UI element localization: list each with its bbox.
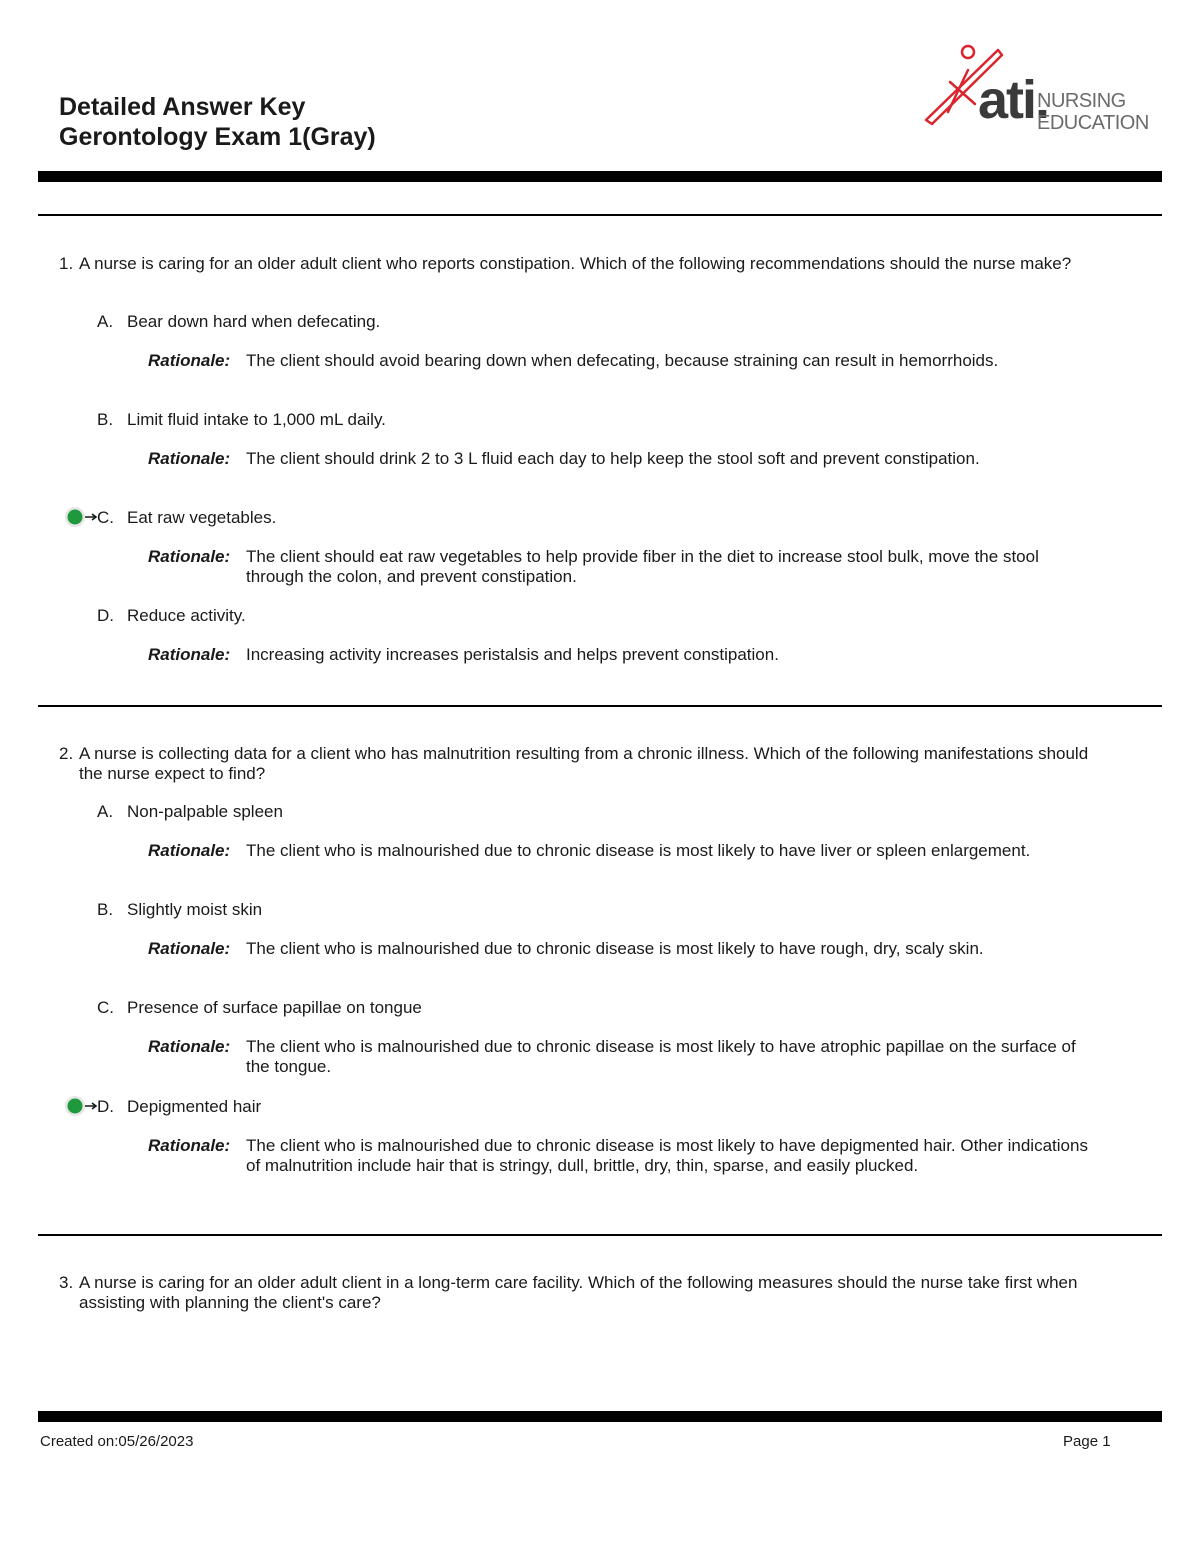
page-number: Page 1 bbox=[1063, 1433, 1111, 1450]
rationale-text: The client who is malnourished due to chronic disease is most likely to have depigmented hair. Other indications of malnutrition include hair that is stringy, dull, brittle, dry, thin, sparse, and easily plucked. bbox=[246, 1136, 1088, 1175]
option-text: Slightly moist skin bbox=[127, 900, 263, 919]
question-3 bbox=[59, 1273, 1089, 1313]
option-letter: B. bbox=[97, 900, 114, 919]
option-letter: D. bbox=[97, 1097, 114, 1116]
logo-line-education: EDUCATION bbox=[1037, 112, 1149, 134]
option-2d bbox=[97, 1097, 261, 1117]
option-2c bbox=[97, 998, 422, 1018]
option-text: Depigmented hair bbox=[127, 1097, 262, 1116]
exam-title: Gerontology Exam 1(Gray) bbox=[59, 123, 376, 151]
option-letter: C. bbox=[97, 508, 114, 527]
question-divider bbox=[38, 705, 1162, 707]
ati-logo bbox=[920, 42, 1149, 137]
rationale-label: Rationale: bbox=[148, 1136, 231, 1155]
question-text: A nurse is collecting data for a client who has malnutrition resulting from a chronic illness. Which of the following manifestations should the nurse expect to find? bbox=[79, 744, 1089, 783]
rationale-1b bbox=[148, 449, 1093, 469]
option-text: Non-palpable spleen bbox=[127, 802, 283, 821]
option-text: Reduce activity. bbox=[127, 606, 246, 625]
rationale-text: The client should avoid bearing down when defecating, because straining can result in hemorrhoids. bbox=[246, 351, 999, 370]
rationale-label: Rationale: bbox=[148, 939, 231, 958]
rationale-2b bbox=[148, 939, 1093, 959]
option-1a bbox=[97, 312, 380, 332]
rationale-label: Rationale: bbox=[148, 547, 231, 566]
option-text: Bear down hard when defecating. bbox=[127, 312, 381, 331]
option-text: Limit fluid intake to 1,000 mL daily. bbox=[127, 410, 386, 429]
header-divider-bar bbox=[38, 171, 1162, 182]
option-letter: B. bbox=[97, 410, 114, 429]
logo-wordmark: ati. bbox=[978, 70, 1049, 130]
option-text: Presence of surface papillae on tongue bbox=[127, 998, 422, 1017]
rationale-label: Rationale: bbox=[148, 351, 231, 370]
page-title: Detailed Answer Key bbox=[59, 93, 306, 121]
option-1d bbox=[97, 606, 246, 626]
question-number: 2. bbox=[59, 744, 74, 763]
option-1b bbox=[97, 410, 386, 430]
rationale-label: Rationale: bbox=[148, 841, 231, 860]
rationale-text: The client should eat raw vegetables to help provide fiber in the diet to increase stool bulk, move the stool through the colon, and prevent constipation. bbox=[246, 547, 1039, 586]
rationale-text: The client should drink 2 to 3 L fluid each day to help keep the stool soft and prevent constipation. bbox=[246, 449, 980, 468]
rationale-text: The client who is malnourished due to chronic disease is most likely to have atrophic papillae on the surface of the tongue. bbox=[246, 1037, 1076, 1076]
question-divider bbox=[38, 214, 1162, 216]
rationale-2a bbox=[148, 841, 1093, 861]
option-2a bbox=[97, 802, 283, 822]
correct-answer-icon bbox=[63, 505, 99, 529]
rationale-label: Rationale: bbox=[148, 645, 231, 664]
rationale-1a bbox=[148, 351, 1093, 371]
question-number: 3. bbox=[59, 1273, 74, 1292]
correct-answer-icon bbox=[63, 1094, 99, 1118]
question-1 bbox=[59, 254, 1089, 274]
question-divider bbox=[38, 1234, 1162, 1236]
question-2 bbox=[59, 744, 1089, 784]
footer-divider-bar bbox=[38, 1411, 1162, 1422]
option-text: Eat raw vegetables. bbox=[127, 508, 277, 527]
rationale-label: Rationale: bbox=[148, 1037, 231, 1056]
rationale-2c bbox=[148, 1037, 1093, 1077]
option-letter: D. bbox=[97, 606, 114, 625]
option-letter: A. bbox=[97, 802, 114, 821]
option-letter: A. bbox=[97, 312, 114, 331]
rationale-label: Rationale: bbox=[148, 449, 231, 468]
question-text: A nurse is caring for an older adult client in a long-term care facility. Which of the following measures should the nurse take first when assisting with planning the client's care? bbox=[79, 1273, 1078, 1312]
rationale-text: Increasing activity increases peristalsis and helps prevent constipation. bbox=[246, 645, 779, 664]
option-2b bbox=[97, 900, 262, 920]
rationale-1d bbox=[148, 645, 1093, 665]
option-1c bbox=[97, 508, 276, 528]
rationale-text: The client who is malnourished due to chronic disease is most likely to have rough, dry, scaly skin. bbox=[246, 939, 984, 958]
created-date: Created on:05/26/2023 bbox=[40, 1433, 194, 1450]
question-number: 1. bbox=[59, 254, 74, 273]
rationale-1c bbox=[148, 547, 1093, 587]
logo-line-nursing: NURSING bbox=[1037, 90, 1126, 112]
question-text: A nurse is caring for an older adult client who reports constipation. Which of the following recommendations should the nurse make? bbox=[79, 254, 1072, 273]
option-letter: C. bbox=[97, 998, 114, 1017]
rationale-text: The client who is malnourished due to chronic disease is most likely to have liver or spleen enlargement. bbox=[246, 841, 1031, 860]
rationale-2d bbox=[148, 1136, 1093, 1176]
